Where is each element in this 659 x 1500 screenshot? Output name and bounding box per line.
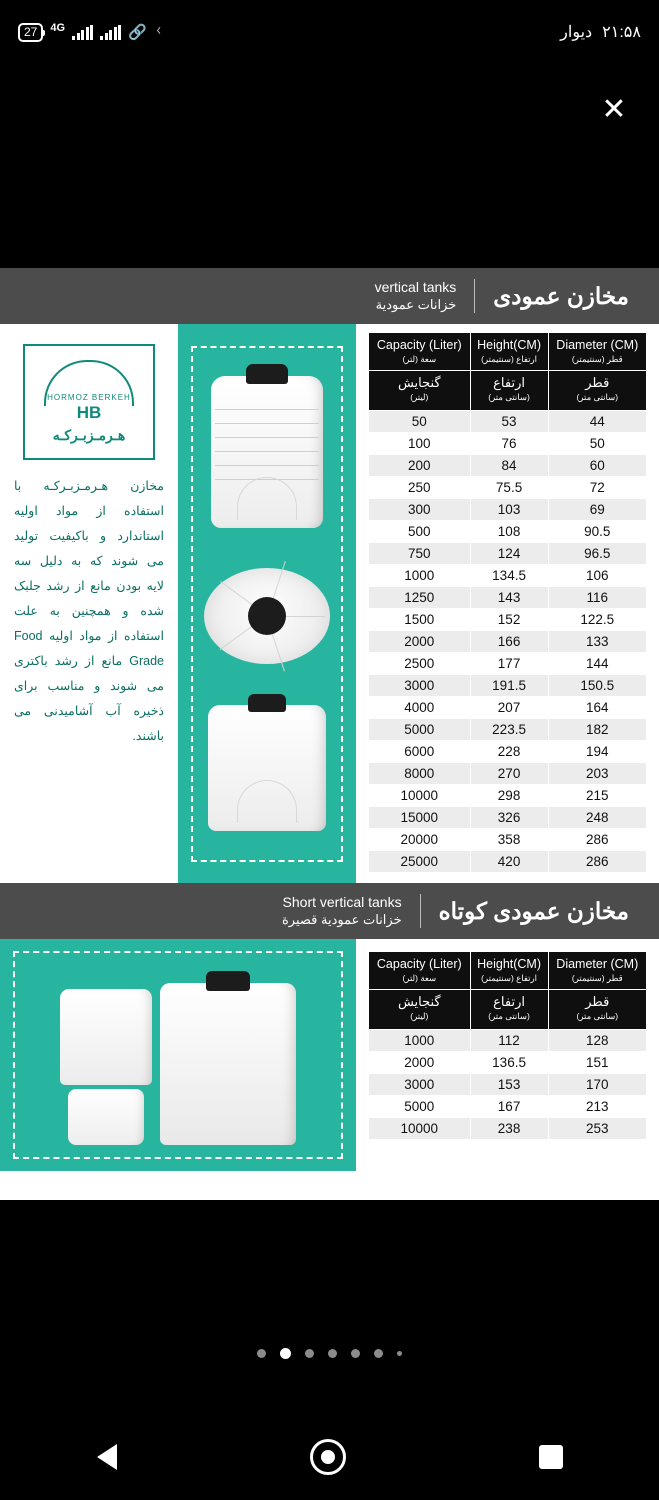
cell-height: 124 xyxy=(470,543,548,565)
cell-height: 76 xyxy=(470,433,548,455)
logo-name-fa: هـرمـزبـرکـه xyxy=(52,427,126,443)
section2-header-en-line2: خزانات عمودية قصيرة xyxy=(281,912,402,927)
short-spec-table-column xyxy=(356,939,659,1171)
cell-height: 167 xyxy=(470,1096,548,1118)
section2-header-en xyxy=(282,894,402,928)
th-diameter-en-sub: قطر (سنتیمتر) xyxy=(571,354,623,364)
th-diameter-fa-sub: (سانتی متر) xyxy=(576,392,619,402)
cell-diameter: 194 xyxy=(548,741,646,763)
cell-capacity: 1000 xyxy=(369,565,471,587)
th2-capacity-fa xyxy=(369,990,471,1030)
tank-illustration-frame xyxy=(191,346,343,862)
table-row xyxy=(369,1118,647,1140)
cell-capacity: 1250 xyxy=(369,587,471,609)
table-row xyxy=(369,433,647,455)
th-diameter-en-main: Diameter (CM) xyxy=(556,338,639,352)
spec-table-column xyxy=(356,324,659,883)
th-capacity-en-sub: سعة (لتر) xyxy=(402,354,437,364)
cell-diameter: 144 xyxy=(548,653,646,675)
cell-capacity: 500 xyxy=(369,521,471,543)
recents-square-icon[interactable] xyxy=(539,1445,563,1469)
cell-height: 298 xyxy=(470,785,548,807)
table-row xyxy=(369,807,647,829)
cell-capacity: 200 xyxy=(369,455,471,477)
cell-capacity: 4000 xyxy=(369,697,471,719)
cell-diameter: 248 xyxy=(548,807,646,829)
section2-header-en-line1: Short vertical tanks xyxy=(282,894,402,910)
section-body-short-vertical-tanks xyxy=(0,939,659,1171)
signal-bars-icon-2 xyxy=(100,25,121,40)
status-bar xyxy=(0,0,659,64)
table-row xyxy=(369,1096,647,1118)
section-header-vertical-tanks xyxy=(0,268,659,324)
battery-icon: 27 xyxy=(18,23,43,42)
cell-capacity: 50 xyxy=(369,411,471,433)
cell-diameter: 50 xyxy=(548,433,646,455)
brand-logo xyxy=(23,344,155,460)
tall-tank-icon xyxy=(211,376,323,528)
cell-diameter: 253 xyxy=(548,1118,646,1140)
cell-diameter: 182 xyxy=(548,719,646,741)
th-capacity-fa-sub: (لیتر) xyxy=(410,392,429,402)
cell-capacity: 5000 xyxy=(369,1096,471,1118)
cell-height: 223.5 xyxy=(470,719,548,741)
cell-capacity: 10000 xyxy=(369,785,471,807)
cell-capacity: 2000 xyxy=(369,631,471,653)
cell-height: 134.5 xyxy=(470,565,548,587)
th2-height-en-sub: ارتفاع (سنتیمتر) xyxy=(481,973,537,983)
th-height-fa xyxy=(470,371,548,411)
cell-diameter: 213 xyxy=(548,1096,646,1118)
cell-height: 358 xyxy=(470,829,548,851)
tank-top-view-icon xyxy=(204,568,330,664)
section-header-en-line1: vertical tanks xyxy=(374,279,457,295)
cell-capacity: 300 xyxy=(369,499,471,521)
cell-diameter: 203 xyxy=(548,763,646,785)
table-row xyxy=(369,675,647,697)
th-height-fa-main: ارتفاع xyxy=(493,375,525,390)
cell-diameter: 122.5 xyxy=(548,609,646,631)
th2-capacity-en-sub: سعة (لتر) xyxy=(402,973,437,983)
large-short-tank-icon xyxy=(160,983,296,1145)
cell-capacity: 10000 xyxy=(369,1118,471,1140)
table2-header-row-fa xyxy=(369,990,647,1030)
th-capacity-en-main: Capacity (Liter) xyxy=(376,338,462,352)
cell-height: 326 xyxy=(470,807,548,829)
small-tanks-group xyxy=(60,989,152,1145)
medium-short-tank-icon xyxy=(60,989,152,1085)
app-name-label: دیوار xyxy=(560,24,593,41)
cell-height: 136.5 xyxy=(470,1052,548,1074)
cell-capacity: 5000 xyxy=(369,719,471,741)
table-row xyxy=(369,719,647,741)
system-navigation-bar xyxy=(0,1414,659,1500)
vertical-tanks-table-body xyxy=(369,411,647,873)
table-row xyxy=(369,829,647,851)
cell-capacity: 1500 xyxy=(369,609,471,631)
th-capacity-fa xyxy=(369,371,471,411)
logo-arc-text xyxy=(44,360,134,406)
th2-diameter-fa-sub: (سانتی متر) xyxy=(576,1011,619,1021)
short-tank-illustration-frame xyxy=(13,951,343,1159)
th-height-en-main: Height(CM) xyxy=(477,338,542,352)
th2-height-en-main: Height(CM) xyxy=(477,957,542,971)
cell-diameter: 151 xyxy=(548,1052,646,1074)
cell-diameter: 60 xyxy=(548,455,646,477)
section-header-en-line2: خزانات عمودية xyxy=(375,297,457,312)
cell-diameter: 128 xyxy=(548,1030,646,1052)
cell-height: 84 xyxy=(470,455,548,477)
tank-illustrations-column xyxy=(178,324,356,883)
carousel-dot[interactable] xyxy=(257,1349,266,1358)
bluetooth-icon: ᚲ xyxy=(153,23,164,40)
cell-capacity: 100 xyxy=(369,433,471,455)
cell-capacity: 750 xyxy=(369,543,471,565)
short-vertical-tanks-table xyxy=(368,951,647,1140)
th-capacity-en xyxy=(369,333,471,371)
short-vertical-tanks-table-body xyxy=(369,1030,647,1140)
table-row xyxy=(369,521,647,543)
short-tank-illustrations-column xyxy=(0,939,356,1171)
cell-capacity: 1000 xyxy=(369,1030,471,1052)
th2-capacity-en xyxy=(369,952,471,990)
cell-diameter: 90.5 xyxy=(548,521,646,543)
th-diameter-fa-main: قطر xyxy=(585,375,610,390)
cell-diameter: 106 xyxy=(548,565,646,587)
section-body-vertical-tanks xyxy=(0,324,659,883)
cell-diameter: 286 xyxy=(548,851,646,873)
network-type-label: 4G xyxy=(50,22,66,34)
cell-height: 53 xyxy=(470,411,548,433)
cell-height: 238 xyxy=(470,1118,548,1140)
th2-height-fa-main: ارتفاع xyxy=(493,994,525,1009)
cell-diameter: 215 xyxy=(548,785,646,807)
logo-monogram: HB xyxy=(76,403,102,422)
th2-diameter-en xyxy=(548,952,646,990)
table-row xyxy=(369,697,647,719)
cell-height: 152 xyxy=(470,609,548,631)
table-row xyxy=(369,565,647,587)
cell-capacity: 3000 xyxy=(369,1074,471,1096)
carousel-dot-active[interactable] xyxy=(280,1348,291,1359)
table-row xyxy=(369,543,647,565)
table-row xyxy=(369,851,647,873)
cell-capacity: 3000 xyxy=(369,675,471,697)
carousel-dot[interactable] xyxy=(305,1349,314,1358)
carousel-dot[interactable] xyxy=(351,1349,360,1358)
status-bar-right xyxy=(560,22,641,42)
tank-arch-emboss-2 xyxy=(237,780,297,823)
th-capacity-fa-main: گنجایش xyxy=(397,375,441,390)
product-image[interactable] xyxy=(0,268,659,1200)
table-row xyxy=(369,763,647,785)
header-divider-2 xyxy=(420,894,421,928)
cell-diameter: 133 xyxy=(548,631,646,653)
th-height-en xyxy=(470,333,548,371)
cell-height: 207 xyxy=(470,697,548,719)
table-row xyxy=(369,477,647,499)
logo-arc-label: HORMOZ BERKEH xyxy=(47,393,131,402)
cell-diameter: 44 xyxy=(548,411,646,433)
short-tank-icon xyxy=(208,705,326,831)
cell-diameter: 170 xyxy=(548,1074,646,1096)
table-row xyxy=(369,1074,647,1096)
table-header-row-en xyxy=(369,333,647,371)
brand-and-description-column xyxy=(0,324,178,883)
cell-height: 191.5 xyxy=(470,675,548,697)
product-description: مخازن هـرمـزبـرکـه با استفاده از مواد اولیه استاندارد و باکیفیت تولید می شوند که به دلیل سه لایه بودن مانع از رشد جلبک شده و همچنین به علت استفاده از مواد اولیه Food Grade مانع از رشد باکتری می شوند و مناسب برای ذخیره آب آشامیدنی می باشند. xyxy=(14,479,164,743)
table-row xyxy=(369,785,647,807)
cell-height: 166 xyxy=(470,631,548,653)
th2-height-fa xyxy=(470,990,548,1030)
cell-capacity: 2500 xyxy=(369,653,471,675)
section-header-fa: مخازن عمودی xyxy=(493,282,629,309)
cell-capacity: 6000 xyxy=(369,741,471,763)
table-header-row-fa xyxy=(369,371,647,411)
table-row xyxy=(369,653,647,675)
table-row xyxy=(369,1052,647,1074)
back-triangle-icon[interactable] xyxy=(97,1444,117,1470)
th2-diameter-en-sub: قطر (سنتیمتر) xyxy=(571,973,623,983)
close-icon[interactable]: ✕ xyxy=(601,93,627,126)
small-short-tank-icon xyxy=(68,1089,144,1145)
cell-height: 153 xyxy=(470,1074,548,1096)
cell-diameter: 286 xyxy=(548,829,646,851)
cell-capacity: 2000 xyxy=(369,1052,471,1074)
signal-bars-icon xyxy=(72,25,93,40)
th-height-fa-sub: (سانتی متر) xyxy=(488,392,530,402)
cell-height: 270 xyxy=(470,763,548,785)
carousel-dot[interactable] xyxy=(374,1349,383,1358)
table-row xyxy=(369,1030,647,1052)
th-height-en-sub: ارتفاع (سنتیمتر) xyxy=(481,354,537,364)
cell-diameter: 96.5 xyxy=(548,543,646,565)
cell-capacity: 15000 xyxy=(369,807,471,829)
cell-diameter: 150.5 xyxy=(548,675,646,697)
table-row xyxy=(369,455,647,477)
clock-label: ۲۱:۵۸ xyxy=(602,24,641,41)
th2-capacity-fa-main: گنجایش xyxy=(397,994,441,1009)
carousel-pagination[interactable] xyxy=(0,1348,659,1359)
cell-height: 143 xyxy=(470,587,548,609)
th2-diameter-en-main: Diameter (CM) xyxy=(556,957,639,971)
status-bar-left xyxy=(18,23,163,42)
cell-height: 108 xyxy=(470,521,548,543)
carousel-dot[interactable] xyxy=(397,1351,402,1356)
table-row xyxy=(369,631,647,653)
cell-diameter: 72 xyxy=(548,477,646,499)
carousel-dot[interactable] xyxy=(328,1349,337,1358)
cell-capacity: 250 xyxy=(369,477,471,499)
cell-capacity: 25000 xyxy=(369,851,471,873)
th-diameter-fa xyxy=(548,371,646,411)
cell-capacity: 20000 xyxy=(369,829,471,851)
cell-capacity: 8000 xyxy=(369,763,471,785)
cell-height: 228 xyxy=(470,741,548,763)
table2-header-row-en xyxy=(369,952,647,990)
th2-height-en xyxy=(470,952,548,990)
header-divider xyxy=(474,279,475,313)
th2-diameter-fa xyxy=(548,990,646,1030)
cell-height: 177 xyxy=(470,653,548,675)
cell-height: 75.5 xyxy=(470,477,548,499)
table-row xyxy=(369,499,647,521)
th-diameter-en xyxy=(548,333,646,371)
th2-capacity-en-main: Capacity (Liter) xyxy=(376,957,462,971)
cell-diameter: 116 xyxy=(548,587,646,609)
th2-diameter-fa-main: قطر xyxy=(585,994,610,1009)
link-icon: 🔗 xyxy=(128,24,147,41)
section-header-en xyxy=(375,279,457,313)
cell-height: 420 xyxy=(470,851,548,873)
table-row xyxy=(369,587,647,609)
cell-height: 112 xyxy=(470,1030,548,1052)
table-row xyxy=(369,609,647,631)
cell-diameter: 164 xyxy=(548,697,646,719)
cell-diameter: 69 xyxy=(548,499,646,521)
th2-height-fa-sub: (سانتی متر) xyxy=(488,1011,530,1021)
section-header-short-vertical-tanks xyxy=(0,883,659,939)
section2-header-fa: مخازن عمودی کوتاه xyxy=(438,897,629,924)
table-row xyxy=(369,411,647,433)
home-circle-icon[interactable] xyxy=(310,1439,346,1475)
cell-height: 103 xyxy=(470,499,548,521)
vertical-tanks-table xyxy=(368,332,647,873)
table-row xyxy=(369,741,647,763)
th2-capacity-fa-sub: (لیتر) xyxy=(410,1011,429,1021)
